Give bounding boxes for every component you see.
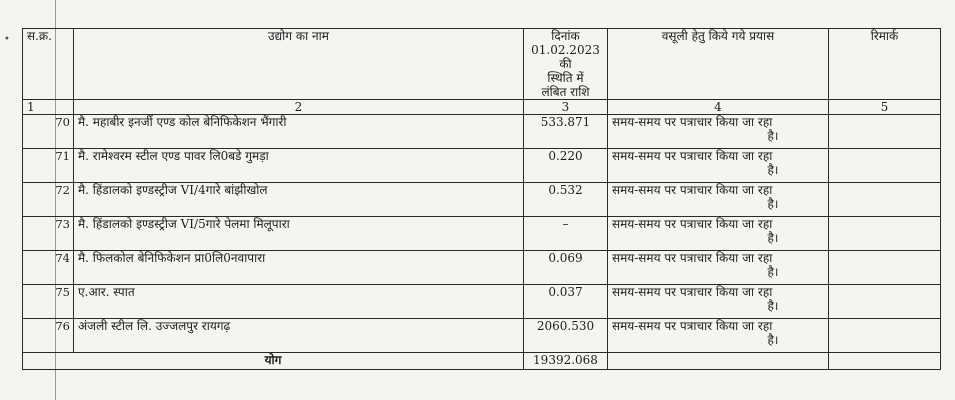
column-number: 1 (23, 100, 74, 115)
effort-text-line2: है। (767, 163, 779, 177)
industry-name-cell: मै. फिलकोल बेनिफिकेशन प्रा0लि0नवापारा (74, 251, 524, 285)
table-row (23, 251, 941, 285)
remark-cell (829, 285, 941, 319)
pending-dues-table (22, 28, 941, 370)
table-row (23, 183, 941, 217)
total-label: योग (23, 353, 524, 370)
pending-amount-cell: 533.871 (524, 115, 608, 149)
total-effort-empty (608, 353, 829, 370)
table-row (23, 115, 941, 149)
header-remarks: रिमार्क (829, 29, 941, 100)
table-row (23, 217, 941, 251)
remark-cell (829, 319, 941, 353)
pending-amount-cell: 0.069 (524, 251, 608, 285)
column-number: 5 (829, 100, 941, 115)
effort-text-line1: समय-समय पर पत्राचार किया जा रहा (612, 251, 773, 265)
header-serial-no: स.क्र. (23, 29, 74, 100)
recovery-effort-cell (608, 115, 829, 149)
header-date-line3: स्थिति में (547, 71, 584, 85)
total-amount: 19392.068 (524, 353, 608, 370)
serial-number-cell: 75 (23, 285, 74, 319)
effort-text-line1: समय-समय पर पत्राचार किया जा रहा (612, 183, 773, 197)
effort-text-line2: है। (767, 265, 779, 279)
table-row (23, 319, 941, 353)
recovery-effort-cell (608, 217, 829, 251)
pending-amount-cell: 0.220 (524, 149, 608, 183)
industry-name-cell: ए.आर. स्पात (74, 285, 524, 319)
header-pending-amount (524, 29, 608, 100)
industry-name-cell: मै. हिंडालको इण्डस्ट्रीज VI/5गारे पेलमा मिलूपारा (74, 217, 524, 251)
effort-text-line2: है। (767, 231, 779, 245)
effort-text-line1: समय-समय पर पत्राचार किया जा रहा (612, 285, 773, 299)
pending-amount-cell: – (524, 217, 608, 251)
total-row (23, 353, 941, 370)
effort-text-line2: है। (767, 333, 779, 347)
effort-text-line2: है। (767, 129, 779, 143)
industry-name-cell: मै. हिंडालको इण्डस्ट्रीज VI/4गारे बांझीखोल (74, 183, 524, 217)
serial-number-cell: 70 (23, 115, 74, 149)
industry-name-cell: मै. महाबीर इनर्जी एण्ड कोल बेनिफिकेशन भैंगारी (74, 115, 524, 149)
header-recovery-efforts: वसूली हेतु किये गये प्रयास (608, 29, 829, 100)
remark-cell (829, 149, 941, 183)
header-date-line4: लंबित राशि (541, 85, 590, 99)
serial-number-cell: 71 (23, 149, 74, 183)
serial-number-cell: 76 (23, 319, 74, 353)
pending-amount-cell: 2060.530 (524, 319, 608, 353)
header-date-line2: 01.02.2023 की (531, 43, 600, 71)
recovery-effort-cell (608, 285, 829, 319)
effort-text-line1: समय-समय पर पत्राचार किया जा रहा (612, 115, 773, 129)
effort-text-line2: है। (767, 197, 779, 211)
industry-name-cell: अंजली स्टील लि. उज्जलपुर रायगढ़ (74, 319, 524, 353)
total-remark-empty (829, 353, 941, 370)
table-row (23, 149, 941, 183)
column-number: 4 (608, 100, 829, 115)
column-number-row (23, 100, 941, 115)
serial-number-cell: 72 (23, 183, 74, 217)
serial-number-cell: 73 (23, 217, 74, 251)
remark-cell (829, 183, 941, 217)
effort-text-line2: है। (767, 299, 779, 313)
effort-text-line1: समय-समय पर पत्राचार किया जा रहा (612, 149, 773, 163)
table-row (23, 285, 941, 319)
recovery-effort-cell (608, 149, 829, 183)
recovery-effort-cell (608, 251, 829, 285)
effort-text-line1: समय-समय पर पत्राचार किया जा रहा (612, 319, 773, 333)
pending-amount-cell: 0.532 (524, 183, 608, 217)
remark-cell (829, 217, 941, 251)
effort-text-line1: समय-समय पर पत्राचार किया जा रहा (612, 217, 773, 231)
recovery-effort-cell (608, 183, 829, 217)
column-number: 3 (524, 100, 608, 115)
corner-mark: • (4, 34, 10, 45)
pending-amount-cell: 0.037 (524, 285, 608, 319)
serial-number-cell: 74 (23, 251, 74, 285)
recovery-effort-cell (608, 319, 829, 353)
header-row (23, 29, 941, 100)
industry-name-cell: मै. रामेश्वरम स्टील एण्ड पावर लि0बडे गुमड़ा (74, 149, 524, 183)
remark-cell (829, 251, 941, 285)
remark-cell (829, 115, 941, 149)
header-industry-name: उद्योग का नाम (74, 29, 524, 100)
column-number: 2 (74, 100, 524, 115)
header-date-line1: दिनांक (551, 29, 580, 43)
